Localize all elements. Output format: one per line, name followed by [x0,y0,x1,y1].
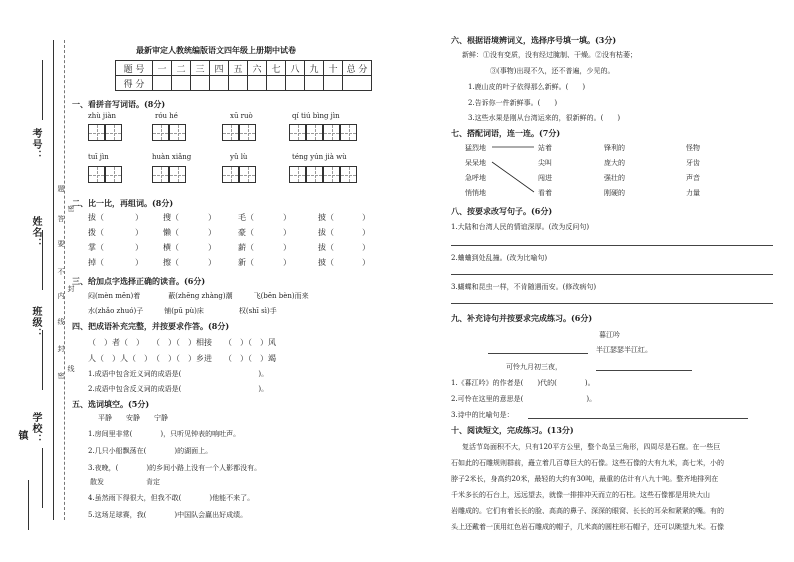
q7-col1-item[interactable]: 急呼地 [465,174,486,182]
seal-char: 线 [57,318,65,325]
q5-sentence: 3.夜晚，( )的乡间小路上没有一个人影都没有。 [88,464,262,472]
seal-char: 题 [57,185,65,192]
q8-sentence: 3.蝴蝶和昆虫一样，不肯随遇而安。(修改病句) [451,283,597,291]
q2-item: ） [208,243,216,252]
seal-char: 内 [57,292,65,299]
q7-col4-item[interactable]: 牙齿 [686,159,700,167]
score-header-cell: 一 [153,61,172,76]
q2-item: 拔（ [88,213,104,222]
q7-col1-item[interactable]: 呆呆地 [465,159,486,167]
q2-item: 懒（ [163,228,179,237]
q7-col3-item[interactable]: 刚硬的 [604,189,625,197]
q4-line: 人（ ）人（ ） （ ）（ ）乡进 （ ）（ ）竭 [88,354,276,363]
q9-title: 九、补充诗句并按要求完成练习。(6分) [451,313,593,323]
q5-title: 五、选词填空。(5分) [72,399,150,409]
exam-no-label: 考号： [30,128,41,161]
q8-answer-line[interactable] [451,245,773,246]
q2-item: 毛（ [238,213,254,222]
score-header-cell: 五 [229,61,248,76]
school-label: 学校： [30,412,41,445]
score-header-cell: 九 [305,61,324,76]
q7-col3-item[interactable]: 锋利的 [604,144,625,152]
seal-char: 不 [57,268,65,275]
q2-item: 拨（ [88,228,104,237]
q2-item: ） [283,213,291,222]
score-header-cell: 三 [191,61,210,76]
q1-pinyin: róu hé [155,112,178,120]
q5-sentence: 2.几只小船飘荡在( )的湖面上。 [88,447,213,455]
q1-title: 一、看拼音写词语。(8分) [72,99,166,109]
q2-item: ） [283,243,291,252]
score-header-cell: 十 [324,61,343,76]
q2-item: ） [135,258,143,267]
passage-line: 头上还戴着一顶用红色岩石雕成的帽子，几米高的圆柱形石帽子，还可以眺望九米。石像 [451,523,724,531]
q2-item: 拔（ [318,243,334,252]
passage-line: 脖子2米长，身高约20米，最轻的大约有30吨，最重的估计有八九十吨。整齐地排列在 [451,475,719,483]
q2-item: ） [135,228,143,237]
seal-label-line: 线 [67,365,75,372]
score-header-cell: 八 [286,61,305,76]
q2-item: ） [362,258,370,267]
q2-item: 掉（ [88,258,104,267]
q9-sub: 2.可怜在这里的意思是( )。 [451,395,597,403]
q6-intro: ③(事物)出现不久，还不普遍，少见的。 [490,67,615,75]
q7-col4-item[interactable]: 声音 [686,174,700,182]
q2-item: ） [362,228,370,237]
seal-label-seal: 封 [67,285,75,292]
q1-pinyin: tuī jìn [88,153,109,161]
q1-pinyin: xū ruò [230,112,253,120]
q5-sentence: 5.这场足球赛，我( )中国队会赢出好成绩。 [88,511,248,519]
q2-item: 横（ [163,243,179,252]
exam-title: 最新审定人教统编版语文四年级上册期中试卷 [136,45,296,55]
q8-answer-line[interactable] [451,303,773,304]
q2-item: 拔（ [318,228,334,237]
seal-char: 密 [57,372,65,379]
seal-char: 封 [57,345,65,352]
passage-line: 岩雕成的。它们有着长长的脸、高高的鼻子、深深的眼窝、长长的耳朵和紧紧的嘴。有的 [451,507,724,515]
score-header-cell: 七 [267,61,286,76]
q7-col3-item[interactable]: 强壮的 [604,174,625,182]
passage-line: 千米多长的石台上，远远望去，就像一排排冲天而立的石柱。这些石像都是用块大山 [451,491,710,499]
q5-sentence: 4.虽然雨下得很大，但我不敢( )他能不来了。 [88,494,255,502]
q1-pinyin: téng yún jià wù [292,153,347,161]
q4-title: 四、把成语补充完整，并按要求作答。(8分) [72,321,230,331]
score-header-cell: 二 [172,61,191,76]
poem-blank-line[interactable] [488,353,588,354]
q5-options: 平静 安静 宁静 [98,414,168,422]
q3-line: 水(zhǎo zhuó)子 铺(pū pù)床 权(shī sì)手 [88,307,277,315]
q2-item: ） [208,258,216,267]
q2-item: ） [362,243,370,252]
q5-sentence: 1.房间里非常( )，只听见钟表的响吐声。 [88,430,241,438]
q2-item: ） [135,243,143,252]
q6-sentence: 2.告诉你一件新鲜事。( ) [468,99,558,107]
q7-col1-item[interactable]: 悄悄地 [465,189,486,197]
q2-item: 新（ [238,258,254,267]
seal-char: 答 [57,215,65,222]
q7-col4-item[interactable]: 怪物 [686,144,700,152]
poem-title: 暮江吟 [599,331,620,339]
q3-title: 三、给加点字选择正确的读音。(6分) [72,276,206,286]
q6-title: 六、根据语境辨词义，选择序号填一填。(3分) [451,35,617,45]
score-header-cell: 题 号 [116,61,153,76]
class-label: 班级： [30,306,41,339]
q2-item: 薪（ [238,243,254,252]
q2-item: 披（ [318,258,334,267]
q7-title: 七、搭配词语，连一连。(7分) [451,128,561,138]
q1-pinyin: yǔ lù [230,153,248,161]
q2-item: 擦（ [163,258,179,267]
q3-line: 闷(mèn mēn)着 蔽(zhēng zhàng)潮 飞(bēn bèn)而来 [88,292,309,300]
q4-line: （ ）者（ ） （ ）（ ）相接 （ ）（ ）风 [88,338,276,347]
q2-item: ） [208,228,216,237]
q9-sub: 3.诗中的比喻句是： [451,411,514,419]
q7-col1-item[interactable]: 猛烈地 [465,144,486,152]
q2-item: ） [283,258,291,267]
q2-item: ） [208,213,216,222]
poem-line: 可怜九月初三夜， [506,363,562,371]
q5-options: 散发 肯定 [90,478,160,486]
q1-pinyin: huàn xiǎng [152,153,192,161]
poem-blank-line[interactable] [596,370,692,371]
q2-item: 搜（ [163,213,179,222]
score-label-cell: 得 分 [116,76,153,91]
passage-line: 石如此的石雕规则群前，矗立着几百尊巨大的石像。这些石像的大有九米，高七米，小的 [451,459,724,467]
q8-sentence: 1.大陆和台湾人民的情谊深厚。(改为反问句) [451,223,590,231]
q8-sentence: 2.蛐蛐到处乱撞。(改为比喻句) [451,254,548,262]
seal-char: 要 [57,240,65,247]
q2-item: ） [135,213,143,222]
passage-line: 复活节岛面积不大，只有120平方公里，整个岛呈三角形，四周尽是石窟。在一些巨 [462,443,721,451]
q6-sentence: 3.这些水果是刚从台湾运来的，很新鲜的。( ) [468,114,621,122]
q7-col2-item[interactable]: 尖叫 [538,159,552,167]
q2-item: ） [362,213,370,222]
q6-intro: 新鲜：①没有变质，没有经过腌制、干燥。②没有枯萎； [462,51,637,59]
town-label: 镇 [16,430,27,441]
poem-line: 半江瑟瑟半江红。 [596,346,652,354]
q10-title: 十、阅读短文，完成练习。(13分) [451,425,574,435]
q2-item: ） [283,228,291,237]
q1-pinyin: qí tiú bìng jìn [292,112,340,120]
q2-title: 二、比一比，再组词。(8分) [72,198,174,208]
seal-label-dense: 密 [67,205,75,212]
q8-answer-line[interactable] [451,274,773,275]
score-header-cell: 四 [210,61,229,76]
q4-sub: 1.成语中包含近义词的成语是( )。 [88,370,269,378]
q8-title: 八、按要求改写句子。(6分) [451,206,553,216]
q7-col4-item[interactable]: 力量 [686,189,700,197]
score-header-cell: 总 分 [343,61,372,76]
q2-item: 掌（ [88,243,104,252]
q7-connect-line [492,162,534,192]
q9-answer-line[interactable] [528,418,748,419]
q7-col2-item[interactable]: 看着 [538,189,552,197]
q2-item: 豪（ [238,228,254,237]
q7-col2-item[interactable]: 闯进 [538,174,552,182]
q1-pinyin: zhù jiàn [88,112,117,120]
q7-col2-item[interactable]: 站着 [538,144,552,152]
q4-sub: 2.成语中包含反义词的成语是( )。 [88,385,269,393]
score-header-cell: 六 [248,61,267,76]
q2-item: 披（ [318,213,334,222]
name-label: 姓名： [30,216,41,249]
q6-sentence: 1.鹿山皮的叶子依得那么新鲜。( ) [468,83,586,91]
q7-col3-item[interactable]: 庞大的 [604,159,625,167]
q9-sub: 1.《暮江吟》的作者是( )代的( )。 [451,379,595,387]
